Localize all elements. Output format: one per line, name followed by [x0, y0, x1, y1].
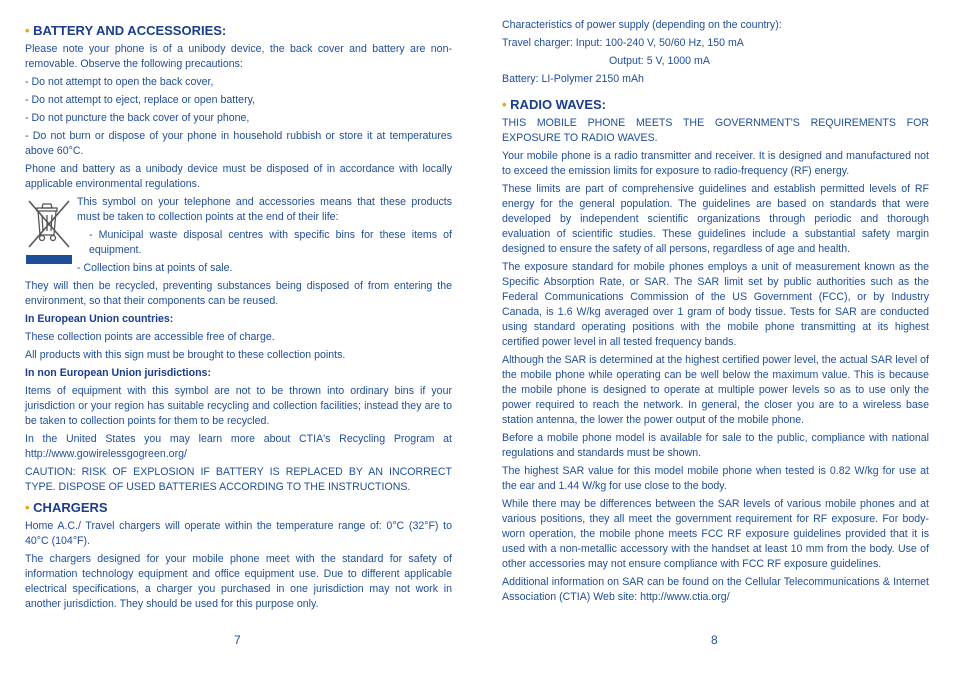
ctia-recycling-text: In the United States you may learn more about CTIA's Recycling Program at http://www.gowirelessgogreen.org/: [25, 433, 452, 460]
radio-waves-heading: • RADIO WAVES:: [502, 97, 606, 112]
power-supply-characteristics: Characteristics of power supply (depending on the country):: [502, 19, 782, 31]
recycle-text: They will then be recycled, preventing substances being disposed of from entering the environment, so that their components can be reused.: [25, 280, 452, 307]
right-page: [502, 18, 929, 608]
radio-paragraph: These limits are part of comprehensive guidelines and establish permitted levels of RF energy for the general population. The guidelines are based on standards that were developed by independent scientific organizations through periodic and thorough evaluation of scientific studies. These guidelines include a substantial safety margin designed to ensure the safety of all persons, regardless of age and health.: [502, 183, 929, 255]
travel-charger-spec: Travel charger: Input: 100-240 V, 50/60 Hz, 150 mA: [502, 37, 744, 49]
chargers-standard: The chargers designed for your mobile phone meet with the standard for safety of information technology equipment and office equipment use. Due to different applicable electrical specifications, a charger you purchased in one jurisdiction may not work in another jurisdiction. They should be used for this purpose only.: [25, 553, 452, 610]
radio-paragraph: Although the SAR is determined at the highest certified power level, the actual SAR level of the mobile phone while operating can be well below the maximum value. This is because the mobile phone is designed to operate at multiple power levels so as to use only the power required to reach the network. In general, the closer you are to a wireless base station antenna, the lower the power output of the mobile phone.: [502, 354, 929, 426]
precaution-item: - Do not attempt to open the back cover,: [25, 76, 214, 88]
crossed-out-wheelie-bin-icon: [25, 195, 73, 265]
battery-spec: Battery: LI-Polymer 2150 mAh: [502, 73, 644, 85]
radio-paragraph: Your mobile phone is a radio transmitter and receiver. It is designed and manufactured not to exceed the emission limits for exposure to radio-frequency (RF) energy.: [502, 150, 929, 177]
radio-paragraph: The highest SAR value for this model mobile phone when tested is 0.82 W/kg for use at the ear and 1.44 W/kg for use close to the body.: [502, 465, 929, 492]
radio-paragraph: While there may be differences between the SAR levels of various mobile phones and at various positions, they all meet the government requirement for RF exposure. For body-worn operation, the mobile phone meets FCC RF exposure guidelines provided that it is used with a non-metallic accessory with the handset at least 10 mm from the body. Use of other accessories may not ensure compliance with FCC RF exposure guidelines.: [502, 498, 929, 570]
symbol-item: - Collection bins at points of sale.: [77, 262, 233, 274]
radio-paragraph: Before a mobile phone model is available for sale to the public, compliance with national regulations and standards must be shown.: [502, 432, 929, 459]
radio-paragraph: THIS MOBILE PHONE MEETS THE GOVERNMENT'S REQUIREMENTS FOR EXPOSURE TO RADIO WAVES.: [502, 117, 929, 144]
chargers-temperature: Home A.C./ Travel chargers will operate within the temperature range of: 0°C (32°F) to 40°C (104°F).: [25, 520, 452, 547]
non-eu-heading: In non European Union jurisdictions:: [25, 367, 211, 379]
left-page: [25, 18, 452, 615]
radio-paragraph: Additional information on SAR can be found on the Cellular Telecommunications & Internet Association (CTIA) Web site: http://www.ctia.org/: [502, 576, 929, 603]
battery-heading: • BATTERY AND ACCESSORIES:: [25, 23, 227, 38]
eu-text: These collection points are accessible free of charge.: [25, 331, 275, 343]
chargers-heading: • CHARGERS: [25, 500, 108, 515]
precaution-item: - Do not attempt to eject, replace or open battery,: [25, 94, 256, 106]
battery-intro: Please note your phone is of a unibody device, the back cover and battery are non-removable. Observe the following precautions:: [25, 43, 452, 70]
caution-text: CAUTION: RISK OF EXPLOSION IF BATTERY IS REPLACED BY AN INCORRECT TYPE. DISPOSE OF USED BATTERIES ACCORDING TO THE INSTRUCTIONS.: [25, 466, 452, 493]
symbol-item: - Municipal waste disposal centres with specific bins for these items of equipment.: [89, 229, 452, 256]
radio-paragraph: The exposure standard for mobile phones employs a unit of measurement known as the Specific Absorption Rate, or SAR. The SAR limit set by public authorities such as the Federal Communications Commission of the US Government (FCC), or by Industry Canada, is 1.6 W/kg averaged over 1 gram of body tissue. Tests for SAR are conducted using standard operating positions with the mobile phone transmitting at its highest certified power level in all tested frequency bands.: [502, 261, 929, 348]
charger-output-spec: Output: 5 V, 1000 mA: [609, 55, 710, 67]
page-number-right: 8: [711, 633, 718, 647]
dispose-note: Phone and battery as a unibody device must be disposed of in accordance with locally applicable environmental regulations.: [25, 163, 452, 190]
non-eu-text: Items of equipment with this symbol are not to be thrown into ordinary bins if your jurisdiction or your region has suitable recycling and collection facilities; instead they are to be taken to collection points for them to be recycled.: [25, 385, 452, 427]
symbol-text: This symbol on your telephone and accessories means that these products must be taken to collection points at the end of their life:: [77, 196, 452, 223]
eu-heading: In European Union countries:: [25, 313, 174, 325]
weee-symbol-block: [25, 195, 452, 276]
precaution-item: - Do not burn or dispose of your phone in household rubbish or store it at temperatures above 60°C.: [25, 130, 452, 157]
page-number-left: 7: [234, 633, 241, 647]
eu-text: All products with this sign must be brought to these collection points.: [25, 349, 346, 361]
precaution-item: - Do not puncture the back cover of your phone,: [25, 112, 250, 124]
